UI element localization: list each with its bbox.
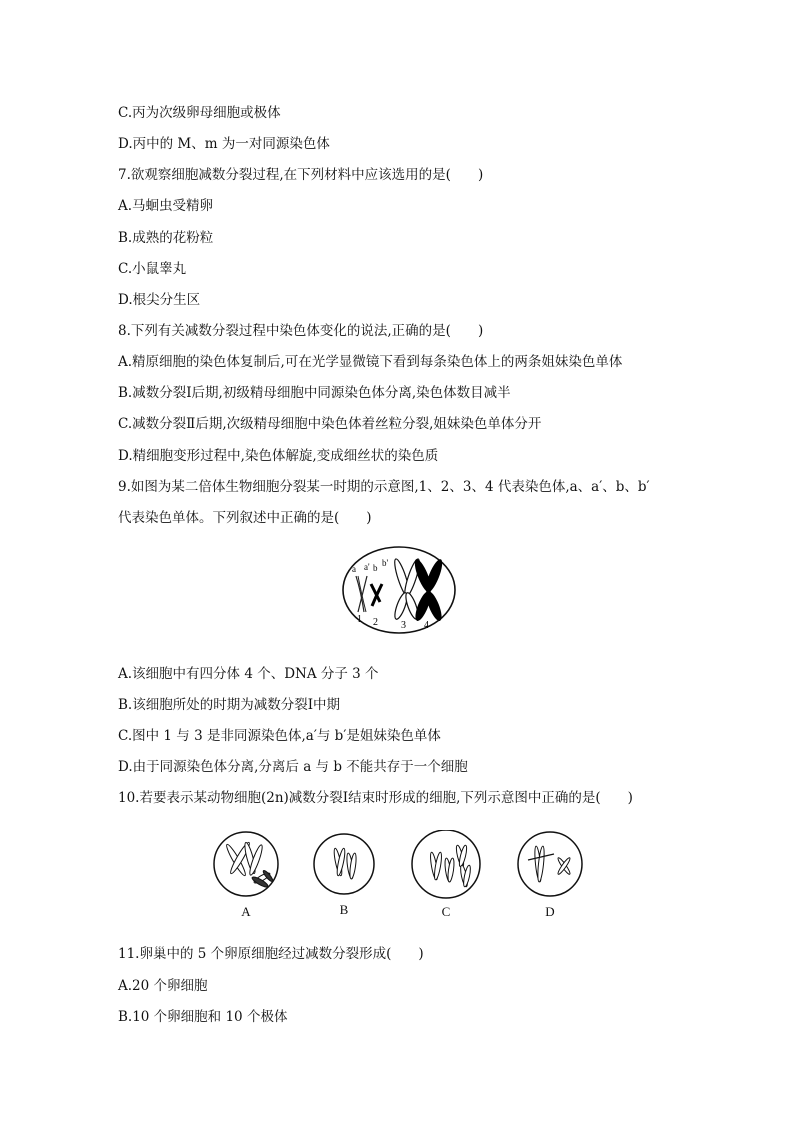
option-label-d: D (545, 904, 555, 919)
option-9d: D.由于同源染色体分离,分离后 a 与 b 不能共存于一个细胞 (118, 759, 468, 775)
option-7a: A.马蛔虫受精卵 (118, 198, 214, 214)
cell-option-b (314, 834, 374, 894)
option-8a: A.精原细胞的染色体复制后,可在光学显微镜下看到每条染色体上的两条姐妹染色单体 (118, 354, 623, 370)
question-9-line1: 9.如图为某二倍体生物细胞分裂某一时期的示意图,1、2、3、4 代表染色体,a、a′、b、b′ (118, 479, 650, 495)
option-9c: C.图中 1 与 3 是非同源染色体,a′与 b′是姐妹染色单体 (118, 728, 441, 744)
chromatid-label-a-prime: a' (364, 562, 370, 572)
chromosome-number-1: 1 (357, 614, 362, 625)
question-10: 10.若要表示某动物细胞(2n)减数分裂Ⅰ结束时形成的细胞,下列示意图中正确的是( ) (118, 790, 633, 806)
chromatid-label-b-prime: b' (382, 558, 389, 568)
cell-option-c (412, 830, 480, 898)
cell-option-a (214, 832, 278, 896)
question-11: 11.卵巢中的 5 个卵原细胞经过减数分裂形成( ) (118, 946, 424, 962)
option-9a: A.该细胞中有四分体 4 个、DNA 分子 3 个 (118, 666, 379, 682)
option-label-a: A (241, 904, 251, 919)
option-6d: D.丙中的 M、m 为一对同源染色体 (118, 136, 330, 152)
chromosome-1 (356, 576, 367, 612)
figure-9-cell-diagram (340, 544, 458, 636)
figure-10-cell-options (212, 830, 602, 925)
option-11a: A.20 个卵细胞 (118, 978, 208, 994)
question-7: 7.欲观察细胞减数分裂过程,在下列材料中应该选用的是( ) (118, 167, 484, 183)
option-8b: B.减数分裂Ⅰ后期,初级精母细胞中同源染色体分离,染色体数目减半 (118, 385, 511, 401)
option-7c: C.小鼠睾丸 (118, 261, 187, 277)
cell-option-d (518, 832, 582, 896)
chromosome-number-4: 4 (424, 620, 429, 631)
option-8d: D.精细胞变形过程中,染色体解旋,变成细丝状的染色质 (118, 448, 439, 464)
chromosome-number-2: 2 (373, 617, 378, 628)
chromatid-label-a: a (352, 564, 356, 574)
chromosome-2 (371, 584, 382, 606)
option-7b: B.成熟的花粉粒 (118, 230, 214, 246)
chromatid-label-b: b (373, 563, 378, 573)
option-label-c: C (441, 904, 451, 919)
question-9-line2: 代表染色单体。下列叙述中正确的是( ) (118, 510, 372, 526)
option-8c: C.减数分裂Ⅱ后期,次级精母细胞中染色体着丝粒分裂,姐妹染色单体分开 (118, 416, 542, 432)
option-11b: B.10 个卵细胞和 10 个极体 (118, 1009, 288, 1025)
chromosome-number-3: 3 (401, 620, 406, 631)
chromosome-4 (412, 557, 446, 622)
option-7d: D.根尖分生区 (118, 292, 201, 308)
question-8: 8.下列有关减数分裂过程中染色体变化的说法,正确的是( ) (118, 323, 484, 339)
option-label-b: B (339, 902, 349, 917)
option-6c: C.丙为次级卵母细胞或极体 (118, 105, 281, 121)
option-9b: B.该细胞所处的时期为减数分裂Ⅰ中期 (118, 697, 341, 713)
